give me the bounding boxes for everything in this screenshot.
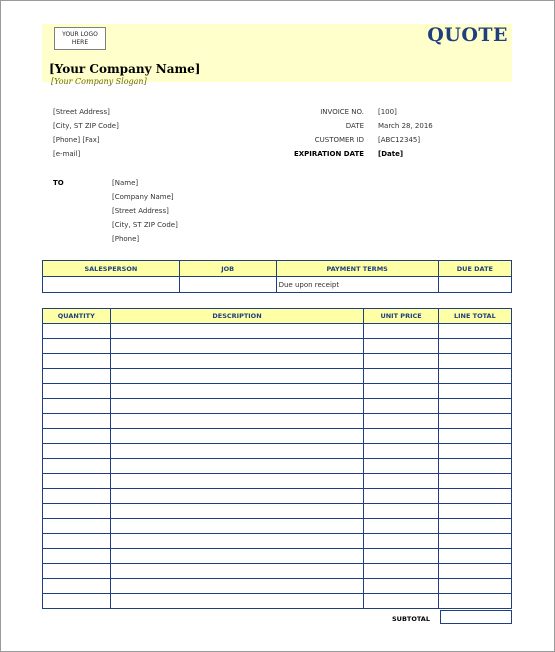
description-cell[interactable] [110,354,364,369]
line-total-cell[interactable] [438,369,511,384]
description-cell[interactable] [110,459,364,474]
item-row [43,384,512,399]
item-row [43,354,512,369]
company-slogan: [Your Company Slogan] [51,77,147,86]
to-label: TO [53,179,64,187]
subtotal-label: SUBTOTAL [392,615,430,623]
company-name: [Your Company Name] [49,62,201,76]
line-total-cell[interactable] [438,549,511,564]
line-total-cell[interactable] [438,459,511,474]
terms-row [43,277,512,293]
date-label: DATE [345,122,364,130]
recipient-phone: [Phone] [112,235,140,243]
unit-price-cell[interactable] [364,474,438,489]
description-cell[interactable] [110,504,364,519]
description-cell[interactable] [110,549,364,564]
quantity-cell[interactable] [43,444,111,459]
item-row [43,564,512,579]
sender-city: [City, ST ZIP Code] [53,122,119,130]
description-cell[interactable] [110,534,364,549]
unit-price-cell[interactable] [364,414,438,429]
unit-price-cell[interactable] [364,504,438,519]
expiration-value: [Date] [378,150,404,158]
payment-terms-cell[interactable]: Due upon receipt [276,277,438,293]
sender-phone: [Phone] [Fax] [53,136,100,144]
quantity-header: QUANTITY [43,309,111,324]
quantity-cell[interactable] [43,534,111,549]
line-total-cell[interactable] [438,594,511,609]
line-total-cell[interactable] [438,504,511,519]
terms-table [42,260,512,293]
sender-street: [Street Address] [53,108,110,116]
sender-email: [e-mail] [53,150,81,158]
unit-price-cell[interactable] [364,579,438,594]
item-row [43,399,512,414]
logo-placeholder: YOUR LOGO HERE [54,27,106,50]
description-cell[interactable] [110,444,364,459]
items-header-row [43,309,512,324]
quantity-cell[interactable] [43,579,111,594]
unit-price-cell[interactable] [364,534,438,549]
items-table [42,308,512,609]
description-cell[interactable] [110,519,364,534]
recipient-company: [Company Name] [112,193,174,201]
quantity-cell[interactable] [43,399,111,414]
quantity-cell[interactable] [43,594,111,609]
recipient-name: [Name] [112,179,139,187]
line-total-header: LINE TOTAL [438,309,511,324]
quantity-cell[interactable] [43,324,111,339]
item-row [43,534,512,549]
item-row [43,414,512,429]
line-total-cell[interactable] [438,429,511,444]
invoice-value: [100] [378,108,397,116]
description-cell[interactable] [110,399,364,414]
subtotal-cell[interactable] [440,610,512,624]
quantity-cell[interactable] [43,429,111,444]
description-cell[interactable] [110,369,364,384]
quantity-cell[interactable] [43,474,111,489]
item-row [43,369,512,384]
item-row [43,594,512,609]
description-cell[interactable] [110,489,364,504]
salesperson-cell[interactable] [43,277,180,293]
description-cell[interactable] [110,594,364,609]
unit-price-cell[interactable] [364,324,438,339]
quantity-cell[interactable] [43,414,111,429]
line-total-cell[interactable] [438,489,511,504]
quantity-cell[interactable] [43,504,111,519]
description-cell[interactable] [110,414,364,429]
item-row [43,444,512,459]
customer-id-label: CUSTOMER ID [314,136,364,144]
quantity-cell[interactable] [43,519,111,534]
unit-price-cell[interactable] [364,459,438,474]
date-value: March 28, 2016 [378,122,433,130]
quantity-cell[interactable] [43,339,111,354]
quantity-cell[interactable] [43,489,111,504]
unit-price-cell[interactable] [364,354,438,369]
quantity-cell[interactable] [43,459,111,474]
quantity-cell[interactable] [43,549,111,564]
customer-id-value: [ABC12345] [378,136,421,144]
unit-price-cell[interactable] [364,399,438,414]
quantity-cell[interactable] [43,369,111,384]
unit-price-cell[interactable] [364,369,438,384]
description-cell[interactable] [110,564,364,579]
description-cell[interactable] [110,474,364,489]
description-cell[interactable] [110,324,364,339]
description-cell[interactable] [110,579,364,594]
item-row [43,474,512,489]
unit-price-cell[interactable] [364,429,438,444]
item-row [43,489,512,504]
item-row [43,519,512,534]
line-total-cell[interactable] [438,339,511,354]
line-total-cell[interactable] [438,399,511,414]
invoice-label: INVOICE NO. [320,108,364,116]
unit-price-cell[interactable] [364,489,438,504]
job-cell[interactable] [179,277,276,293]
quantity-cell[interactable] [43,384,111,399]
quantity-cell[interactable] [43,354,111,369]
unit-price-cell[interactable] [364,594,438,609]
item-row [43,504,512,519]
line-total-cell[interactable] [438,414,511,429]
line-total-cell[interactable] [438,564,511,579]
line-total-cell[interactable] [438,384,511,399]
unit-price-cell[interactable] [364,339,438,354]
unit-price-header: UNIT PRICE [364,309,438,324]
item-row [43,339,512,354]
due-date-header: DUE DATE [438,261,511,277]
expiration-label: EXPIRATION DATE [293,150,364,158]
due-date-cell[interactable] [438,277,511,293]
unit-price-cell[interactable] [364,549,438,564]
terms-header-row [43,261,512,277]
line-total-cell[interactable] [438,519,511,534]
line-total-cell[interactable] [438,579,511,594]
unit-price-cell[interactable] [364,384,438,399]
item-row [43,579,512,594]
payment-terms-header: PAYMENT TERMS [276,261,438,277]
line-total-cell[interactable] [438,474,511,489]
item-row [43,324,512,339]
line-total-cell[interactable] [438,534,511,549]
description-cell[interactable] [110,429,364,444]
salesperson-header: SALESPERSON [43,261,180,277]
line-total-cell[interactable] [438,324,511,339]
unit-price-cell[interactable] [364,519,438,534]
item-row [43,549,512,564]
unit-price-cell[interactable] [364,444,438,459]
quantity-cell[interactable] [43,564,111,579]
document-title: QUOTE [427,24,508,46]
line-total-cell[interactable] [438,444,511,459]
job-header: JOB [179,261,276,277]
recipient-street: [Street Address] [112,207,169,215]
recipient-city: [City, ST ZIP Code] [112,221,178,229]
item-row [43,459,512,474]
description-cell[interactable] [110,384,364,399]
description-cell[interactable] [110,339,364,354]
item-row [43,429,512,444]
unit-price-cell[interactable] [364,564,438,579]
line-total-cell[interactable] [438,354,511,369]
description-header: DESCRIPTION [110,309,364,324]
